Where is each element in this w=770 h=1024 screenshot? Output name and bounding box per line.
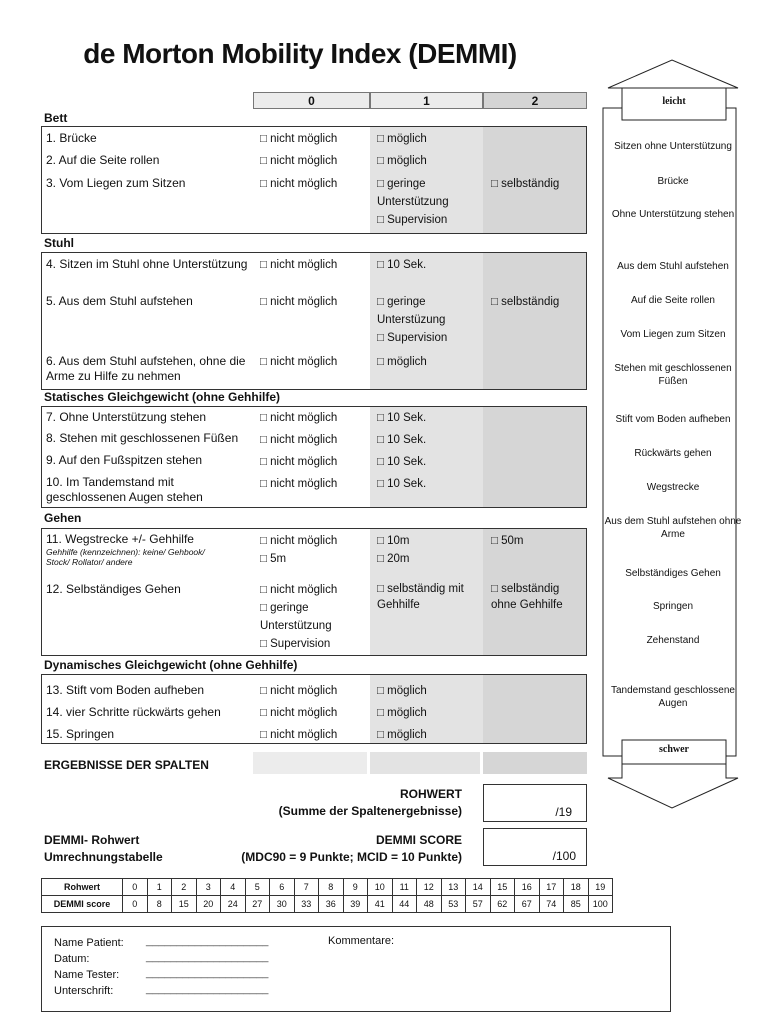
raw-cell: 8 <box>319 879 344 896</box>
scale-item: Aus dem Stuhl aufstehen <box>617 261 729 272</box>
section-dynamisch: Dynamisches Gleichgewicht (ohne Gehhilfe) <box>44 658 298 672</box>
item14-opt1[interactable]: □ möglich <box>377 707 427 719</box>
item2-opt1[interactable]: □ möglich <box>377 155 427 167</box>
item5-opt1-b: □ Supervision <box>377 332 448 344</box>
item3-opt1[interactable] <box>377 175 472 229</box>
section-stuhl: Stuhl <box>44 236 74 250</box>
score-cell: 100 <box>588 896 613 913</box>
item9-opt0[interactable]: □ nicht möglich <box>260 456 338 468</box>
rohwert-label <box>250 786 462 820</box>
item-8: 8. Stehen mit geschlossenen Füßen <box>46 431 239 445</box>
item11-opt1-b: □ 20m <box>377 553 410 565</box>
item12-opt1[interactable]: □ selbständig mit Gehhilfe <box>377 583 464 611</box>
raw-cell: 15 <box>490 879 515 896</box>
conversion-row-score <box>42 896 613 913</box>
item-10: 10. Im Tandemstand mit geschlossenen Augen stehen <box>46 475 203 504</box>
demmi-score-max: /100 <box>552 849 576 863</box>
section-bett: Bett <box>44 111 68 125</box>
scale-item: Tandemstand geschlossene Augen <box>611 685 735 709</box>
rohwert-title: ROHWERT <box>400 787 462 801</box>
mdc-note: (MDC90 = 9 Punkte; MCID = 10 Punkte) <box>241 850 462 864</box>
column-header-1: 1 <box>370 92 483 109</box>
item11-sub: Gehhilfe (kennzeichnen): keine/ Gehbook/ Stock/ Rollator/ andere <box>46 547 205 567</box>
score-cell: 36 <box>319 896 344 913</box>
item6-opt0[interactable]: □ nicht möglich <box>260 356 338 368</box>
raw-cell: 13 <box>441 879 466 896</box>
item10-opt0[interactable]: □ nicht möglich <box>260 478 338 490</box>
item-1: 1. Brücke <box>46 131 97 145</box>
item13-opt1[interactable]: □ möglich <box>377 685 427 697</box>
item11-opt1[interactable] <box>377 532 481 568</box>
rohwert-field[interactable] <box>483 784 587 822</box>
item-12: 12. Selbständiges Gehen <box>46 582 181 596</box>
scale-item: Aus dem Stuhl aufstehen ohne Arme <box>604 516 742 540</box>
raw-cell: 6 <box>270 879 295 896</box>
scale-leicht: leicht <box>662 96 686 107</box>
scale-item: Sitzen ohne Unterstützung <box>614 141 732 152</box>
item12-opt0-c: □ Supervision <box>260 638 331 650</box>
item11-opt1-a: □ 10m <box>377 535 410 547</box>
raw-cell: 9 <box>343 879 368 896</box>
conversion-table <box>41 878 613 913</box>
item5-opt1-a: □ geringe Unterstüzung <box>377 296 446 326</box>
item4-opt0[interactable]: □ nicht möglich <box>260 259 338 271</box>
results-label: ERGEBNISSE DER SPALTEN <box>44 758 209 772</box>
raw-cell: 17 <box>539 879 564 896</box>
item5-opt2[interactable]: □ selbständig <box>491 296 560 308</box>
rohwert-sub: (Summe der Spaltenergebnisse) <box>278 804 462 818</box>
score-cell: 15 <box>172 896 197 913</box>
score-cell: 74 <box>539 896 564 913</box>
item8-opt1[interactable]: □ 10 Sek. <box>377 434 427 446</box>
raw-cell: 3 <box>196 879 221 896</box>
scale-item: Rückwärts gehen <box>634 448 712 459</box>
conversion-heading <box>44 832 163 866</box>
info-labels <box>54 935 124 999</box>
score-cell: 85 <box>564 896 589 913</box>
score-cell: 41 <box>368 896 393 913</box>
score-cell: 8 <box>147 896 172 913</box>
item12-opt0-b: □ geringe Unterstützung <box>260 602 332 632</box>
section-gehen: Gehen <box>44 511 82 525</box>
scale-item: Brücke <box>657 176 689 187</box>
item5-opt1[interactable] <box>377 293 472 347</box>
item-3: 3. Vom Liegen zum Sitzen <box>46 176 186 190</box>
scale-item: Vom Liegen zum Sitzen <box>620 329 726 340</box>
raw-cell: 2 <box>172 879 197 896</box>
conversion-heading-2: Umrechnungstabelle <box>44 850 163 864</box>
info-lines[interactable] <box>146 933 268 997</box>
item12-opt0[interactable] <box>260 581 360 653</box>
raw-cell: 0 <box>123 879 148 896</box>
scale-item: Ohne Unterstützung stehen <box>611 209 735 220</box>
result-col2[interactable] <box>483 752 587 774</box>
item-9: 9. Auf den Fußspitzen stehen <box>46 453 203 467</box>
demmi-score-field[interactable] <box>483 828 587 866</box>
raw-cell: 7 <box>294 879 319 896</box>
item1-opt0[interactable]: □ nicht möglich <box>260 133 338 145</box>
scale-item: Wegstrecke <box>646 482 700 493</box>
item7-opt1[interactable]: □ 10 Sek. <box>377 412 427 424</box>
item15-opt1[interactable]: □ möglich <box>377 729 427 741</box>
item6-opt1[interactable]: □ möglich <box>377 356 427 368</box>
score-cell: 24 <box>221 896 246 913</box>
column-header-0: 0 <box>253 92 370 109</box>
label-tester: Name Tester: <box>54 969 120 981</box>
item11-opt2[interactable]: □ 50m <box>491 535 524 547</box>
item1-opt1[interactable]: □ möglich <box>377 133 427 145</box>
label-datum: Datum: <box>54 953 90 965</box>
raw-cell: 19 <box>588 879 613 896</box>
item8-opt0[interactable]: □ nicht möglich <box>260 434 338 446</box>
patient-info-box <box>41 926 671 1012</box>
score-cell: 39 <box>343 896 368 913</box>
item11-opt0-b: □ 5m <box>260 553 287 565</box>
item-15: 15. Springen <box>46 727 115 741</box>
score-cell: 67 <box>515 896 540 913</box>
score-cell: 44 <box>392 896 417 913</box>
field-patient[interactable]: ____________________ <box>146 935 269 947</box>
conversion-row-label: DEMMI score <box>42 896 123 913</box>
result-col0[interactable] <box>253 752 367 774</box>
item7-opt0[interactable]: □ nicht möglich <box>260 412 338 424</box>
score-cell: 53 <box>441 896 466 913</box>
item-6: 6. Aus dem Stuhl aufstehen, ohne die Arme zu Hilfe zu nehmen <box>46 354 246 383</box>
scale-item: Selbständiges Gehen <box>625 568 721 579</box>
scale-item: Auf die Seite rollen <box>631 295 715 306</box>
raw-cell: 14 <box>466 879 491 896</box>
scale-item: Stehen mit geschlossenen Füßen <box>614 363 732 387</box>
item3-opt1-b: □ Supervision <box>377 214 448 226</box>
score-cell: 30 <box>270 896 295 913</box>
score-cell: 62 <box>490 896 515 913</box>
item3-opt1-a: □ geringe Unterstützung <box>377 178 449 208</box>
item12-opt2[interactable]: □ selbständig ohne Gehhilfe <box>491 583 563 611</box>
conversion-heading-1: DEMMI- Rohwert <box>44 833 140 847</box>
raw-cell: 1 <box>147 879 172 896</box>
item5-opt0[interactable]: □ nicht möglich <box>260 296 338 308</box>
raw-cell: 16 <box>515 879 540 896</box>
item-5: 5. Aus dem Stuhl aufstehen <box>46 294 193 308</box>
raw-cell: 4 <box>221 879 246 896</box>
item13-opt0[interactable]: □ nicht möglich <box>260 685 338 697</box>
item2-opt0[interactable]: □ nicht möglich <box>260 155 338 167</box>
item-13: 13. Stift vom Boden aufheben <box>46 683 205 697</box>
section-statisch: Statisches Gleichgewicht (ohne Gehhilfe) <box>44 390 281 404</box>
field-datum[interactable]: ____________________ <box>146 951 269 963</box>
raw-cell: 18 <box>564 879 589 896</box>
conversion-row-raw <box>42 879 613 896</box>
field-tester[interactable]: ____________________ <box>146 967 269 979</box>
label-kommentare: Kommentare: <box>328 935 395 947</box>
score-cell: 27 <box>245 896 270 913</box>
result-col1[interactable] <box>370 752 480 774</box>
item-2: 2. Auf die Seite rollen <box>46 153 160 167</box>
item-14: 14. vier Schritte rückwärts gehen <box>46 705 221 719</box>
item-7: 7. Ohne Unterstützung stehen <box>46 410 207 424</box>
scale-item: Stift vom Boden aufheben <box>615 414 731 425</box>
demmi-score-label <box>230 832 462 866</box>
page-title: de Morton Mobility Index (DEMMI) <box>83 38 517 69</box>
scale-schwer: schwer <box>659 744 689 755</box>
raw-cell: 11 <box>392 879 417 896</box>
item-4: 4. Sitzen im Stuhl ohne Unterstützung <box>46 257 248 271</box>
raw-cell: 10 <box>368 879 393 896</box>
item11-opt0[interactable] <box>260 532 368 568</box>
item3-opt2[interactable]: □ selbständig <box>491 178 560 190</box>
score-cell: 48 <box>417 896 442 913</box>
score-cell: 0 <box>123 896 148 913</box>
label-patient: Name Patient: <box>54 937 124 949</box>
item4-opt1[interactable]: □ 10 Sek. <box>377 259 427 271</box>
label-unterschrift: Unterschrift: <box>54 985 114 997</box>
field-unterschrift[interactable]: ____________________ <box>146 983 269 995</box>
item3-opt0[interactable]: □ nicht möglich <box>260 178 338 190</box>
score-cell: 57 <box>466 896 491 913</box>
scale-item: Zehenstand <box>646 635 700 646</box>
item14-opt0[interactable]: □ nicht möglich <box>260 707 338 719</box>
raw-cell: 5 <box>245 879 270 896</box>
item11-opt0-a: □ nicht möglich <box>260 535 338 547</box>
column-header-2: 2 <box>483 92 587 109</box>
item-11 <box>46 532 251 567</box>
raw-cell: 12 <box>417 879 442 896</box>
item12-opt0-a: □ nicht möglich <box>260 584 338 596</box>
score-cell: 33 <box>294 896 319 913</box>
demmi-score-title: DEMMI SCORE <box>375 833 462 847</box>
item11-label: 11. Wegstrecke +/- Gehhilfe <box>46 532 194 546</box>
score-cell: 20 <box>196 896 221 913</box>
scale-item: Springen <box>652 601 694 612</box>
conversion-row-label: Rohwert <box>42 879 123 896</box>
item10-opt1[interactable]: □ 10 Sek. <box>377 478 427 490</box>
item9-opt1[interactable]: □ 10 Sek. <box>377 456 427 468</box>
rohwert-max: /19 <box>555 805 572 819</box>
item15-opt0[interactable]: □ nicht möglich <box>260 729 338 741</box>
